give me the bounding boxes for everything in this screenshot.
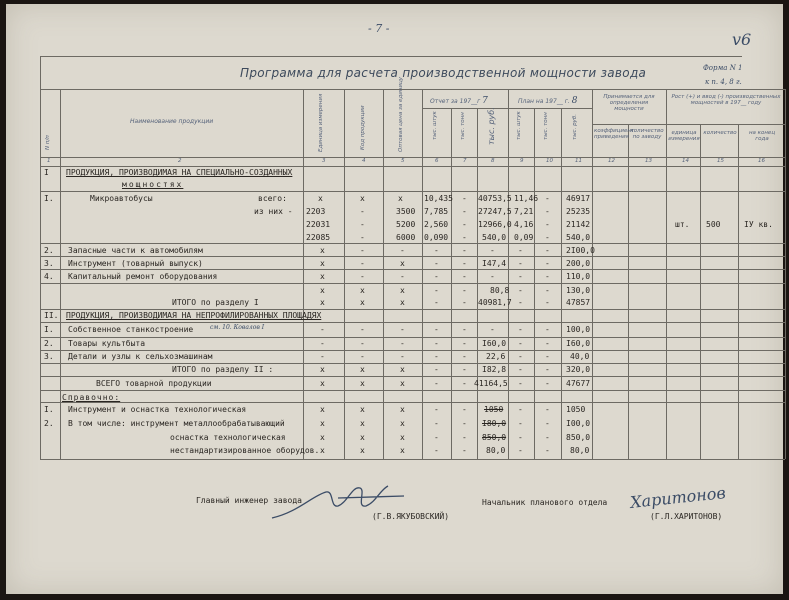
cell: - <box>434 352 439 361</box>
cell: - <box>462 207 467 216</box>
cell: - <box>434 433 439 442</box>
cell: x <box>320 272 325 281</box>
cell: - <box>518 325 523 334</box>
plan-year: 8 <box>571 96 578 106</box>
cell: - <box>545 379 550 388</box>
col-header-9: План на 197__ г. 8 <box>518 96 578 106</box>
col-header-6c: тыс. руб. <box>487 107 496 145</box>
cell: 46917 <box>566 194 591 203</box>
cell: - <box>360 352 365 361</box>
cell: 850,0 <box>566 433 591 442</box>
cell: 2I00,0 <box>566 246 595 255</box>
cell: - <box>518 246 523 255</box>
cell: x <box>320 298 325 307</box>
cell: x <box>400 419 405 428</box>
cell: 40753,5 <box>478 194 512 203</box>
cell: 10,435 <box>424 194 453 203</box>
cell: - <box>490 325 495 334</box>
cell: x <box>400 298 405 307</box>
cell: x <box>320 433 325 442</box>
cell: - <box>462 433 467 442</box>
col-number: 13 <box>645 158 652 164</box>
col-number: 12 <box>608 158 615 164</box>
cell: x <box>400 379 405 388</box>
col-header-14c: на конец года <box>748 130 776 142</box>
planning-head-label: Начальник планового отдела <box>482 498 608 507</box>
col-number: 8 <box>491 158 495 164</box>
cell: - <box>360 233 365 242</box>
cell: - <box>462 298 467 307</box>
cell: x <box>320 259 325 268</box>
cell: x <box>360 405 365 414</box>
row-num: 3. <box>44 259 54 268</box>
cell: 0,090 <box>424 233 449 242</box>
cell: IУ кв. <box>744 220 773 229</box>
cell: - <box>545 325 550 334</box>
cell: 500 <box>706 220 721 229</box>
cell: - <box>400 272 405 281</box>
row-name: В том числе: инструмент металлообрабатывающий <box>68 419 285 428</box>
reference-heading: Справочно: <box>62 393 121 402</box>
cell: 7,785 <box>424 207 449 216</box>
cell: - <box>320 339 325 348</box>
row-name: Инструмент (товарный выпуск) <box>68 259 203 268</box>
row-name: оснастка технологическая <box>170 433 286 442</box>
col-number: 11 <box>575 158 582 164</box>
cell: - <box>518 446 523 455</box>
cell: - <box>400 352 405 361</box>
cell: x <box>320 446 325 455</box>
cell: - <box>462 246 467 255</box>
cell: 1050 <box>484 405 504 414</box>
cell: 6000 <box>396 233 416 242</box>
cell: - <box>545 220 550 229</box>
cell: - <box>545 207 550 216</box>
cell: 2203 <box>306 207 326 216</box>
cell: x <box>360 194 365 203</box>
cell: x <box>398 194 403 203</box>
col-header-12b: количество по заводу <box>630 128 664 140</box>
cell: - <box>434 405 439 414</box>
cell: 40981,7 <box>478 298 512 307</box>
cell: 850,0 <box>482 433 507 442</box>
cell: x <box>400 433 405 442</box>
cell: - <box>434 246 439 255</box>
cell: - <box>462 233 467 242</box>
cell: 21142 <box>566 220 591 229</box>
cell: - <box>400 246 405 255</box>
row-num: I <box>44 168 49 177</box>
cell: - <box>462 365 467 374</box>
row-num: I. <box>44 194 54 203</box>
cell: - <box>434 272 439 281</box>
cell: x <box>320 365 325 374</box>
cell: - <box>462 194 467 203</box>
cell: - <box>518 272 523 281</box>
row-num: 4. <box>44 272 54 281</box>
cell: 80,8 <box>490 286 510 295</box>
cell: - <box>360 325 365 334</box>
cell: 22031 <box>306 220 331 229</box>
col-header-6b: тыс. тонн <box>460 112 466 140</box>
corner-mark: v6 <box>732 30 752 49</box>
col-number: 1 <box>47 158 51 164</box>
col-number: 7 <box>463 158 467 164</box>
col-header-4: Код продукции <box>360 105 366 150</box>
col-number: 4 <box>362 158 366 164</box>
cell: x <box>360 298 365 307</box>
cell: - <box>518 433 523 442</box>
cell: x <box>400 286 405 295</box>
cell: - <box>545 339 550 348</box>
handwritten-note: см. 10. Ковалов I <box>210 324 265 331</box>
cell: - <box>545 272 550 281</box>
col-number: 9 <box>520 158 524 164</box>
col-number: 6 <box>435 158 439 164</box>
row-name: Капитальный ремонт оборудования <box>68 272 218 281</box>
cell: - <box>462 286 467 295</box>
cell: - <box>518 286 523 295</box>
col-header-1: N п/п <box>45 135 51 150</box>
cell: - <box>545 419 550 428</box>
cell: 25235 <box>566 207 591 216</box>
cell: - <box>462 446 467 455</box>
cell: - <box>545 194 550 203</box>
row-num: 2. <box>44 419 54 428</box>
cell: - <box>462 405 467 414</box>
cell: - <box>462 259 467 268</box>
cell: - <box>545 246 550 255</box>
col-number: 10 <box>546 158 553 164</box>
cell: 11,46 <box>514 194 539 203</box>
cell: 1050 <box>566 405 586 414</box>
col-number: 3 <box>322 158 326 164</box>
cell: - <box>434 339 439 348</box>
cell: 80,0 <box>486 446 506 455</box>
col-header-5: Оптовая цена за единицу <box>398 77 404 152</box>
cell: - <box>360 207 365 216</box>
cell: I60,0 <box>482 339 507 348</box>
cell: 2,560 <box>424 220 449 229</box>
grand-total-label: ВСЕГО товарной продукции <box>96 379 212 388</box>
cell: I82,8 <box>482 365 507 374</box>
row-name: Микроавтобусы <box>90 194 153 203</box>
cell: - <box>462 339 467 348</box>
form-sub: к п. 4, 8 г. <box>705 78 742 86</box>
cell: 41164,5 <box>474 379 508 388</box>
cell: - <box>360 272 365 281</box>
cell: - <box>360 259 365 268</box>
form-label: Форма N 1 <box>703 64 743 72</box>
cell: - <box>518 352 523 361</box>
cell: - <box>545 365 550 374</box>
col-number: 2 <box>178 158 182 164</box>
cell: - <box>462 352 467 361</box>
row-name: Товары культбыта <box>68 339 146 348</box>
row-num: I. <box>44 405 54 414</box>
cell: - <box>434 259 439 268</box>
cell: I60,0 <box>566 339 591 348</box>
cell: - <box>320 325 325 334</box>
cell: 22085 <box>306 233 331 242</box>
cell: 7,21 <box>514 207 534 216</box>
row-sub: всего: <box>258 194 287 203</box>
cell: - <box>518 419 523 428</box>
cell: - <box>462 220 467 229</box>
col-header-6a: тыс. штук <box>432 111 438 140</box>
cell: 130,0 <box>566 286 591 295</box>
chief-engineer-label: Главный инженер завода <box>196 496 302 505</box>
row-num: II. <box>44 311 59 320</box>
cell: x <box>400 405 405 414</box>
cell: - <box>434 419 439 428</box>
col-header-14: Рост (+) и ввод (-) производственных мощностей в 197__ году <box>671 94 781 106</box>
cell: - <box>518 405 523 414</box>
cell: 3500 <box>396 207 416 216</box>
cell: - <box>490 246 495 255</box>
row-num: 2. <box>44 339 54 348</box>
cell: 0,09 <box>514 233 534 242</box>
row-name: Собственное станкостроение <box>68 325 194 334</box>
cell: - <box>400 339 405 348</box>
cell: 47857 <box>566 298 591 307</box>
col-header-9b: тыс. тонн <box>543 112 549 140</box>
cell: I47,4 <box>482 259 507 268</box>
col-number: 16 <box>758 158 765 164</box>
cell: x <box>320 379 325 388</box>
cell: x <box>400 259 405 268</box>
col-number: 15 <box>717 158 724 164</box>
cell: - <box>545 433 550 442</box>
cell: x <box>360 419 365 428</box>
section-total-label: ИТОГО по разделу II : <box>172 365 274 374</box>
cell: 22,6 <box>486 352 506 361</box>
cell: x <box>360 379 365 388</box>
cell: - <box>518 339 523 348</box>
cell: x <box>400 365 405 374</box>
col-number: 5 <box>401 158 405 164</box>
planning-head-signature: Харитонов <box>629 483 727 512</box>
cell: 320,0 <box>566 365 591 374</box>
cell: 12966,0 <box>478 220 512 229</box>
col-header-14b: количество <box>703 130 737 136</box>
cell: - <box>545 233 550 242</box>
section-heading: ПРОДУКЦИЯ, ПРОИЗВОДИМАЯ НА НЕПРОФИЛИРОВАННЫХ ПЛОЩАДЯХ <box>66 311 322 320</box>
cell: 540,0 <box>482 233 507 242</box>
cell: 110,0 <box>566 272 591 281</box>
cell: - <box>462 325 467 334</box>
cell: 27247,5 <box>478 207 512 216</box>
row-name: Детали и узлы к сельхозмашинам <box>68 352 213 361</box>
cell: - <box>518 259 523 268</box>
page-number: - 7 - <box>368 22 390 35</box>
planning-head-name: (Г.Л.ХАРИТОНОВ) <box>650 512 723 521</box>
cell: - <box>360 339 365 348</box>
cell: x <box>318 194 323 203</box>
chief-engineer-name: (Г.В.ЯКУБОВСКИЙ) <box>372 512 450 521</box>
cell: - <box>518 365 523 374</box>
cell: 47677 <box>566 379 591 388</box>
cell: x <box>360 365 365 374</box>
cell: 100,0 <box>566 325 591 334</box>
cell: - <box>545 352 550 361</box>
cell: - <box>545 286 550 295</box>
cell: 40,0 <box>570 352 590 361</box>
section-heading: ПРОДУКЦИЯ, ПРОИЗВОДИМАЯ НА СПЕЦИАЛЬНО-СОЗДАННЫХ <box>66 168 293 177</box>
cell: 540,0 <box>566 233 591 242</box>
cell: - <box>360 220 365 229</box>
cell: - <box>462 379 467 388</box>
section-total-label: ИТОГО по разделу I <box>172 298 259 307</box>
col-header-9a: тыс. штук <box>516 111 522 140</box>
row-sub: из них - <box>254 207 293 216</box>
col-header-6: Отчет за 197__г 7 <box>430 96 488 106</box>
row-num: 2. <box>44 246 54 255</box>
cell: x <box>320 286 325 295</box>
row-name: Инструмент и оснастка технологическая <box>68 405 247 414</box>
cell: x <box>400 446 405 455</box>
col-header-9c: тыс. руб. <box>572 114 578 140</box>
cell: - <box>545 298 550 307</box>
cell: - <box>518 379 523 388</box>
cell: - <box>545 405 550 414</box>
cell: - <box>320 352 325 361</box>
col-header-3: Единица измерения <box>318 93 324 152</box>
row-num: 3. <box>44 352 54 361</box>
report-year: 7 <box>482 96 488 106</box>
col-number: 14 <box>682 158 689 164</box>
col-header-12: Принимается для определения мощности <box>603 94 655 112</box>
cell: x <box>360 286 365 295</box>
cell: - <box>434 325 439 334</box>
cell: 80,0 <box>570 446 590 455</box>
cell: 4,16 <box>514 220 534 229</box>
section-heading-cont: мощностях <box>122 180 184 189</box>
row-num: I. <box>44 325 54 334</box>
cell: - <box>462 419 467 428</box>
col-header-2: Наименование продукции <box>130 118 214 125</box>
cell: x <box>360 446 365 455</box>
cell: - <box>462 272 467 281</box>
cell: - <box>400 325 405 334</box>
row-name: Запасные части к автомобилям <box>68 246 203 255</box>
document-title: Программа для расчета производственной мощности завода <box>240 66 647 80</box>
cell: - <box>360 246 365 255</box>
col-header-14a: единица измерения <box>668 130 700 142</box>
cell: x <box>320 419 325 428</box>
cell: I80,0 <box>482 419 507 428</box>
cell: x <box>320 246 325 255</box>
cell: - <box>518 298 523 307</box>
row-name: нестандартизированное оборудов. <box>170 446 320 455</box>
cell: - <box>434 379 439 388</box>
cell: x <box>360 433 365 442</box>
cell: шт. <box>675 220 690 229</box>
col-header-12a: коэффициент приведения <box>594 128 635 140</box>
cell: x <box>320 405 325 414</box>
cell: 200,0 <box>566 259 591 268</box>
cell: - <box>434 446 439 455</box>
cell: 5200 <box>396 220 416 229</box>
cell: - <box>545 259 550 268</box>
cell: - <box>434 298 439 307</box>
cell: - <box>490 272 495 281</box>
cell: - <box>545 446 550 455</box>
cell: - <box>434 365 439 374</box>
cell: - <box>434 286 439 295</box>
cell: I00,0 <box>566 419 591 428</box>
